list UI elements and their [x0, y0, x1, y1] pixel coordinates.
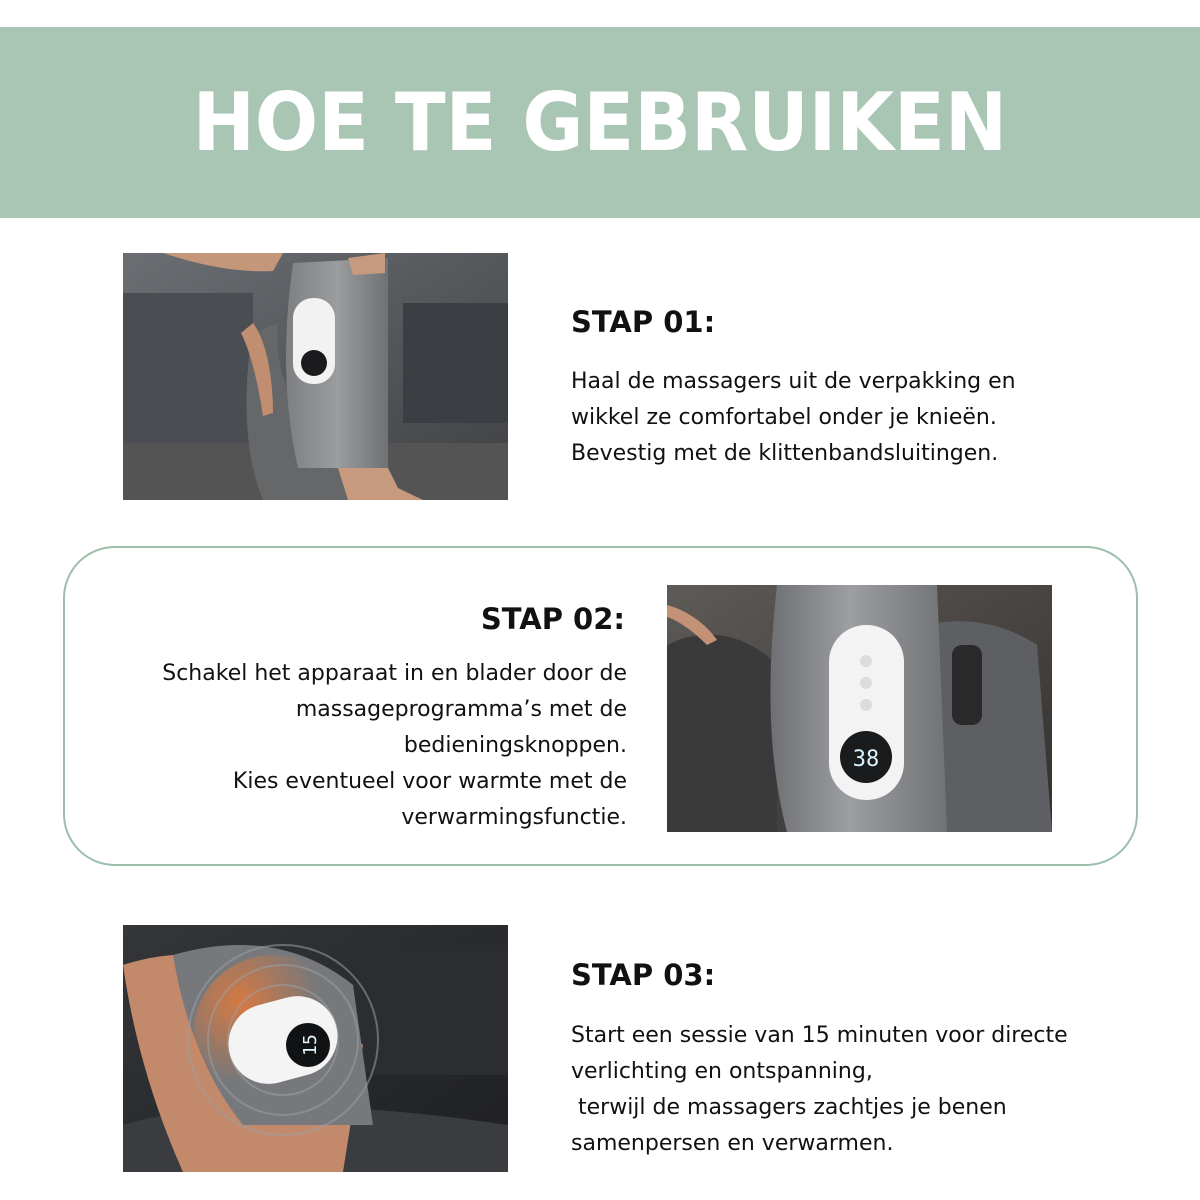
step-1-title: STAP 01:	[571, 305, 716, 339]
step-3-illustration	[123, 925, 508, 1172]
step-1-line: Haal de massagers uit de verpakking en	[571, 369, 1016, 394]
step-2-description	[162, 656, 627, 836]
step-3-line: verlichting en ontspanning,	[571, 1059, 873, 1084]
step-3-line: samenpersen en verwarmen.	[571, 1131, 894, 1156]
step-3-photo	[123, 925, 508, 1172]
step-1-line: wikkel ze comfortabel onder je knieën.	[571, 405, 997, 430]
step-2-line: Schakel het apparaat in en blader door de	[162, 661, 627, 686]
step-1-photo	[123, 253, 508, 500]
step-3-line: Start een sessie van 15 minuten voor directe	[571, 1023, 1068, 1048]
step-1-line: Bevestig met de klittenbandsluitingen.	[571, 441, 999, 466]
step-3-description	[571, 1018, 1068, 1162]
step-2-line: verwarmingsfunctie.	[401, 805, 627, 830]
step-2-line: massageprogramma’s met de	[295, 697, 627, 722]
header-banner	[0, 27, 1200, 218]
step-2-illustration	[667, 585, 1052, 832]
step-2-line: bedieningsknoppen.	[403, 733, 627, 758]
step-1-description	[571, 364, 1016, 472]
step-3-title: STAP 03:	[571, 958, 716, 992]
step-2-device-display: 38	[852, 747, 880, 772]
step-2-line: Kies eventueel voor warmte met de	[232, 769, 627, 794]
step-3-line: terwijl de massagers zachtjes je benen	[571, 1095, 1007, 1120]
page-title: HOE TE GEBRUIKEN	[192, 76, 1008, 169]
step-1-illustration	[123, 253, 508, 500]
step-3-device-display: 15	[300, 1034, 321, 1056]
step-2-title: STAP 02:	[480, 602, 625, 636]
step-2-photo	[667, 585, 1052, 832]
